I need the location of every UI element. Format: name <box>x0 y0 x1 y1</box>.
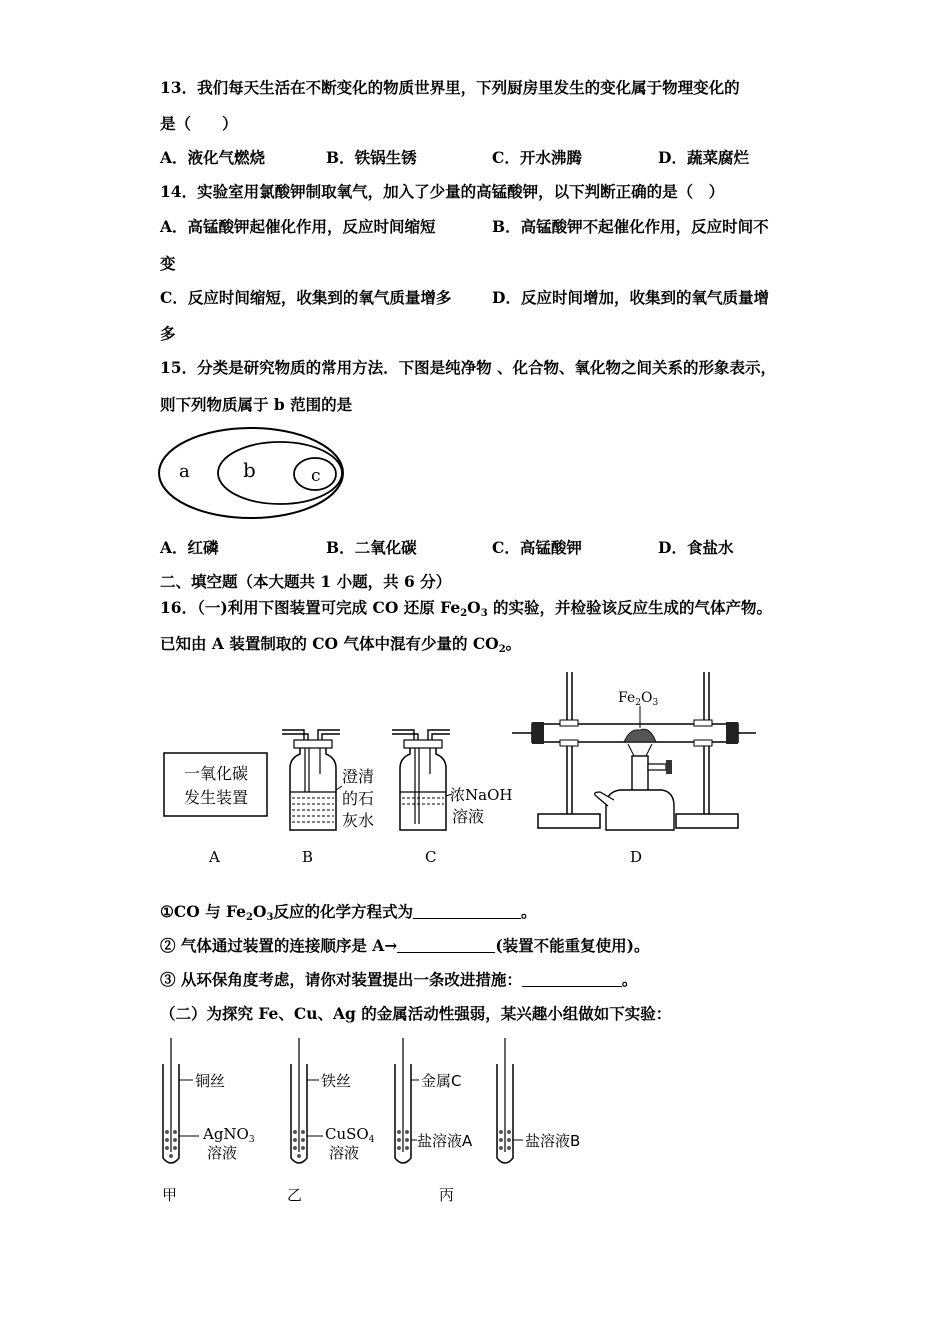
yi-solution-label-line2: 溶液 <box>329 1144 360 1162</box>
limewater-liquid <box>291 792 335 829</box>
apparatus-a-label-line2: 发生装置 <box>183 788 249 807</box>
q15-option-a: A．红磷 <box>160 538 219 557</box>
q14-stem: 14．实验室用氯酸钾制取氧气，加入了少量的高锰酸钾，以下判断正确的是（ ） <box>160 182 725 201</box>
q15-option-c: C．高锰酸钾 <box>492 538 582 557</box>
q15-stem-line2: 则下列物质属于 b 范围的是 <box>160 395 353 414</box>
q16-part2: （二）为探究 Fe、Cu、Ag 的金属活动性强弱，某兴趣小组做如下实验： <box>160 1004 672 1023</box>
venn-diagram <box>155 425 350 525</box>
caption-a: A <box>209 848 220 866</box>
caption-d: D <box>630 848 643 866</box>
q16-sub1: ①CO 与 $Fe_2O_3$反应的化学方程式为 。 <box>160 902 537 923</box>
q14-option-b: B．高锰酸钾不起催化作用，反应时间不 <box>492 217 769 236</box>
jia-wire-label: 铜丝 <box>195 1072 226 1090</box>
q14-option-b-cont: 变 <box>160 254 176 273</box>
jia-solution-label: AgNO$_3$ <box>203 1125 255 1145</box>
apparatus-d-setup <box>510 668 760 838</box>
q13-option-c: C．开水沸腾 <box>492 148 582 167</box>
q14-option-d-cont: 多 <box>160 324 176 343</box>
caption-c: C <box>425 848 437 866</box>
test-tube-bing-2 <box>497 1038 580 1163</box>
yi-solution-label: CuSO$_4$ <box>325 1125 375 1145</box>
test-tube-bing-1 <box>395 1038 473 1163</box>
q13-option-a: A．液化气燃烧 <box>160 148 266 167</box>
bing-solution-a-label: 盐溶液A <box>417 1132 473 1150</box>
q16-known: 已知由 A 装置制取的 CO 气体中混有少量的 $CO_2$。 <box>160 634 522 655</box>
caption-bing: 丙 <box>439 1186 455 1204</box>
q15-option-b: B．二氧化碳 <box>326 538 417 557</box>
q16-sub3: ③ 从环保角度考虑，请你对装置提出一条改进措施： 。 <box>160 970 638 989</box>
apparatus-c-bottle <box>390 724 520 836</box>
apparatus-b-label-line3: 灰水 <box>342 811 375 830</box>
jia-solution-label-line2: 溶液 <box>207 1144 238 1162</box>
apparatus-c-label-line2: 溶液 <box>452 807 485 826</box>
apparatus-b-label-line2: 的石 <box>342 789 375 808</box>
q16-sub2: ② 气体通过装置的连接顺序是 A→ (装置不能重复使用)。 <box>160 936 650 955</box>
test-tubes-figure <box>155 1036 605 1176</box>
q15-option-d: D．食盐水 <box>658 538 734 557</box>
yi-wire-label: 铁丝 <box>321 1072 352 1090</box>
answer-blank-improvement[interactable] <box>522 972 622 987</box>
answer-blank-order[interactable] <box>397 938 495 953</box>
apparatus-b-bottle <box>280 724 390 836</box>
venn-label-a: a <box>179 461 190 482</box>
test-tube-jia <box>163 1038 255 1163</box>
q14-option-c: C．反应时间缩短，收集到的氧气质量增多 <box>160 288 452 307</box>
apparatus-a-label-line1: 一氧化碳 <box>183 764 249 783</box>
section2-heading: 二、填空题（本大题共 1 小题，共 6 分） <box>160 572 452 591</box>
q13-stem-line2: 是（ ） <box>160 114 238 133</box>
bing-solution-b-label: 盐溶液B <box>525 1132 581 1150</box>
venn-label-b: b <box>243 458 256 482</box>
apparatus-c-label-line1: 浓NaOH <box>450 786 513 804</box>
q15-stem-line1: 15．分类是研究物质的常用方法．下图是纯净物 、化合物、氧化物之间关系的形象表示， <box>160 358 776 377</box>
answer-blank-equation[interactable] <box>413 904 521 919</box>
bing-wire-label: 金属C <box>421 1072 462 1090</box>
apparatus-d-label: $Fe_2O_3$ <box>618 690 659 708</box>
q14-option-d: D．反应时间增加，收集到的氧气质量增 <box>492 288 769 307</box>
q13-option-b: B．铁锅生锈 <box>326 148 417 167</box>
apparatus-a-box <box>163 752 269 818</box>
q14-option-a: A．高锰酸钾起催化作用，反应时间缩短 <box>160 217 436 236</box>
q16-intro: 16．（一)利用下图装置可完成 CO 还原 $Fe_2O_3$ 的实验，并检验该反应生成的气体产物。 <box>160 598 773 619</box>
apparatus-b-label-line1: 澄清 <box>342 767 375 786</box>
q13-stem-line1: 13．我们每天生活在不断变化的物质世界里，下列厨房里发生的变化属于物理变化的 <box>160 78 740 97</box>
test-tube-yi <box>291 1038 375 1163</box>
caption-jia: 甲 <box>162 1186 178 1204</box>
venn-ellipse-b <box>218 442 342 504</box>
caption-yi: 乙 <box>287 1186 303 1204</box>
q13-option-d: D．蔬菜腐烂 <box>658 148 749 167</box>
caption-b: B <box>302 848 314 866</box>
venn-label-c: c <box>311 466 321 486</box>
